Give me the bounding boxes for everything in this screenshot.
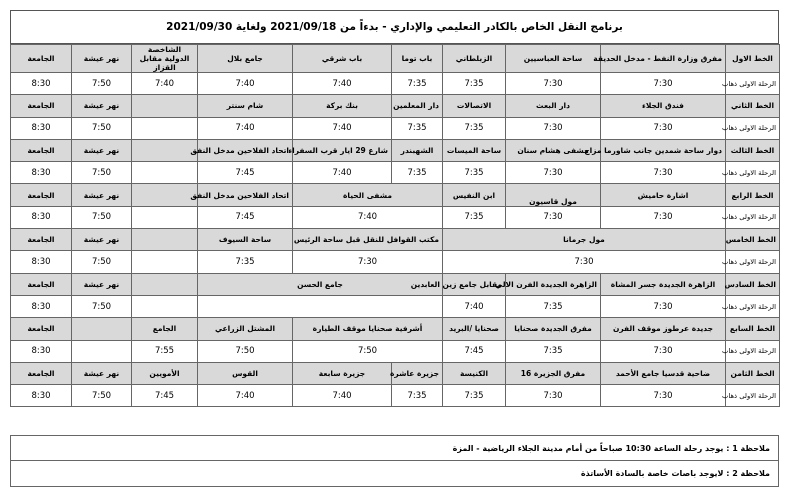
- trip-label: الرحلة الاولى ذهاب: [726, 295, 780, 317]
- stop: ضاحية قدسيا جامع الأحمد: [601, 362, 726, 384]
- stop: الزبلطاني: [443, 45, 506, 73]
- stop: [132, 95, 198, 117]
- time-row-3: [11, 162, 780, 184]
- time: 7:30: [601, 73, 726, 95]
- stop: الجامعة: [11, 95, 72, 117]
- route-row-2: [11, 95, 780, 117]
- stop: الشهبندر: [392, 139, 443, 161]
- time: 7:35: [443, 162, 506, 184]
- stop: مفرق وزارة النفط - مدخل الحديقة: [601, 45, 726, 73]
- time: 7:30: [601, 117, 726, 139]
- time: 7:50: [72, 206, 132, 228]
- line-name: الخط الثاني: [726, 95, 780, 117]
- line-name: الخط السادس: [726, 273, 780, 295]
- stop: نهر عيشة: [72, 139, 132, 161]
- note-2: ملاحظة 2 : لايوجد باصات خاصة بالسادة الأساتذة: [10, 461, 779, 487]
- stop: دار البعث: [506, 95, 601, 117]
- time: 7:30: [601, 340, 726, 362]
- time: [132, 117, 198, 139]
- line-name: الخط الخامس: [726, 229, 780, 251]
- time: 7:35: [392, 117, 443, 139]
- stop: ساحة السيوف: [198, 229, 293, 251]
- stop: الجامعة: [11, 229, 72, 251]
- time: 7:40: [293, 206, 443, 228]
- time-row-7: [11, 340, 780, 362]
- line-name: الخط الاول: [726, 45, 780, 73]
- time: [132, 295, 198, 317]
- line-name: الخط الرابع: [726, 184, 780, 206]
- stop: الزاهرة الجديدة الفرن الالي: [506, 273, 601, 295]
- stop: ساحة الميسات: [443, 139, 506, 161]
- time: 7:50: [293, 340, 443, 362]
- stop: نهر عيشة: [72, 362, 132, 384]
- stop: نهر عيشة: [72, 184, 132, 206]
- trip-label: الرحلة الاولى ذهاب: [726, 206, 780, 228]
- time: 7:40: [198, 385, 293, 407]
- stop: مفرق الجزيرة 16: [506, 362, 601, 384]
- stop: نهر عيشة: [72, 273, 132, 295]
- stop: جامع الحسن: [198, 273, 443, 295]
- route-row-8: [11, 362, 780, 384]
- time: 7:30: [506, 162, 601, 184]
- time-row-4: [11, 206, 780, 228]
- time: 7:45: [198, 206, 293, 228]
- time-row-1: [11, 73, 780, 95]
- stop: الجامعة: [11, 184, 72, 206]
- time: 7:30: [506, 385, 601, 407]
- time: 7:35: [392, 73, 443, 95]
- time: 7:35: [392, 162, 443, 184]
- stop: فندق الجلاء: [601, 95, 726, 117]
- schedule-title: برنامج النقل الخاص بالكادر التعليمي والإداري - بدءاً من 2021/09/18 ولغاية 2021/09/30: [10, 10, 779, 44]
- stop: [132, 139, 198, 161]
- stop: شارع 29 ايار قرب السفراء: [293, 139, 392, 161]
- stop: جديدة عرطوز موقف الفرن: [601, 318, 726, 340]
- trip-label: الرحلة الاولى ذهاب: [726, 251, 780, 273]
- stop: نهر عيشة: [72, 229, 132, 251]
- time: 7:50: [72, 385, 132, 407]
- stop: مول جرمانا: [443, 229, 726, 251]
- stop: دار المعلمين: [392, 95, 443, 117]
- stop: ابن النفيس: [443, 184, 506, 206]
- time: 7:40: [198, 73, 293, 95]
- route-row-7: [11, 318, 780, 340]
- time: 7:30: [506, 206, 601, 228]
- time: 7:40: [293, 385, 392, 407]
- stop: جزيرة عاشرة: [392, 362, 443, 384]
- time: 8:30: [11, 251, 72, 273]
- schedule-table: [10, 44, 780, 407]
- trip-label: الرحلة الاولى ذهاب: [726, 385, 780, 407]
- time: 7:30: [601, 385, 726, 407]
- time: 7:40: [443, 295, 506, 317]
- time: 7:30: [506, 73, 601, 95]
- time: 7:35: [443, 206, 506, 228]
- time: 7:50: [72, 73, 132, 95]
- time: 8:30: [11, 73, 72, 95]
- time: 7:55: [132, 340, 198, 362]
- time: 7:50: [72, 295, 132, 317]
- route-row-6: [11, 273, 780, 295]
- stop: جزيرة سابعة: [293, 362, 392, 384]
- stop: الجامعة: [11, 318, 72, 340]
- time: [198, 295, 443, 317]
- time: 7:50: [72, 251, 132, 273]
- time: 7:35: [392, 385, 443, 407]
- time: 8:30: [11, 162, 72, 184]
- time: 7:40: [293, 162, 392, 184]
- time: 7:50: [72, 162, 132, 184]
- time: 7:35: [506, 295, 601, 317]
- stop: صحنايا /البريد: [443, 318, 506, 340]
- stop: بنك بركة: [293, 95, 392, 117]
- time-row-5: [11, 251, 780, 273]
- line-name: الخط السابع: [726, 318, 780, 340]
- time: 7:35: [198, 251, 293, 273]
- stop: الاتصالات: [443, 95, 506, 117]
- stop: [132, 229, 198, 251]
- time: 7:35: [443, 73, 506, 95]
- time: 7:35: [443, 385, 506, 407]
- stop: [132, 184, 198, 206]
- time-row-2: [11, 117, 780, 139]
- stop: القوس: [198, 362, 293, 384]
- time: 7:45: [443, 340, 506, 362]
- route-row-5: [11, 229, 780, 251]
- stop: [132, 273, 198, 295]
- time: 7:30: [601, 295, 726, 317]
- line-name: الخط الثامن: [726, 362, 780, 384]
- time: 7:45: [198, 162, 293, 184]
- time: 8:30: [11, 206, 72, 228]
- stop: الأمويين: [132, 362, 198, 384]
- time: 7:40: [198, 117, 293, 139]
- time: 7:45: [132, 385, 198, 407]
- trip-label: الرحلة الاولى ذهاب: [726, 117, 780, 139]
- time: 7:30: [601, 206, 726, 228]
- line-name: الخط الثالث: [726, 139, 780, 161]
- time: 7:30: [506, 117, 601, 139]
- time: 8:30: [11, 385, 72, 407]
- stop: الجامعة: [11, 139, 72, 161]
- stop: الجامعة: [11, 45, 72, 73]
- time: 7:40: [293, 117, 392, 139]
- stop: شام سنتر: [198, 95, 293, 117]
- stop: اشارة حاميش: [601, 184, 726, 206]
- time: [132, 251, 198, 273]
- stop: الزاهرة الجديدة جسر المشاة: [601, 273, 726, 295]
- stop: الجامعة: [11, 362, 72, 384]
- time: 8:30: [11, 117, 72, 139]
- time-row-8: [11, 385, 780, 407]
- route-row-4: [11, 184, 780, 206]
- stop: باب شرقي: [293, 45, 392, 73]
- time: 7:35: [443, 117, 506, 139]
- time-row-6: [11, 295, 780, 317]
- stop: مفرق الجديدة صحنايا: [506, 318, 601, 340]
- stop: الشاخصة الدولية مقابل القزاز: [132, 45, 198, 73]
- stop: الكنيسة: [443, 362, 506, 384]
- time: 7:30: [293, 251, 443, 273]
- time: [72, 340, 132, 362]
- stop: أشرفية صحنايا موقف الطيارة: [293, 318, 443, 340]
- trip-label: الرحلة الاولى ذهاب: [726, 73, 780, 95]
- route-row-1: [11, 45, 780, 73]
- time: [132, 162, 198, 184]
- trip-label: الرحلة الاولى ذهاب: [726, 162, 780, 184]
- stop: مول قاسيون: [506, 184, 601, 206]
- time: 7:35: [506, 340, 601, 362]
- route-row-3: [11, 139, 780, 161]
- trip-label: الرحلة الاولى ذهاب: [726, 340, 780, 362]
- note-1: ملاحظة 1 : يوجد رحلة الساعة 10:30 صباحاً من أمام مدينة الجلاء الرياضية - المزة: [10, 435, 779, 461]
- time: 8:30: [11, 340, 72, 362]
- stop: الجامع: [132, 318, 198, 340]
- stop: مشفى الحياة: [293, 184, 443, 206]
- stop: اتحاد الفلاحين مدخل النفق: [198, 139, 293, 161]
- stop: اتحاد الفلاحين مدخل النفق: [198, 184, 293, 206]
- time: 7:40: [132, 73, 198, 95]
- time: 7:30: [601, 162, 726, 184]
- time: 7:50: [198, 340, 293, 362]
- stop: باب توما: [392, 45, 443, 73]
- stop: نهر عيشة: [72, 45, 132, 73]
- stop: الجامعة: [11, 273, 72, 295]
- time: 7:40: [293, 73, 392, 95]
- stop: ساحة العباسيين: [506, 45, 601, 73]
- stop: مشفى هشام سنان: [506, 139, 601, 161]
- time: 7:50: [72, 117, 132, 139]
- stop: نهر عيشة: [72, 95, 132, 117]
- time: 8:30: [11, 295, 72, 317]
- time: [132, 206, 198, 228]
- time: 7:30: [443, 251, 726, 273]
- stop: دوار ساحة شمدين جانب شاورما مزاج: [601, 139, 726, 161]
- stop: مقابل جامع زين العابدين: [443, 273, 506, 295]
- stop: مكتب القوافل للنقل قبل ساحة الرئيس: [293, 229, 443, 251]
- stop: [72, 318, 132, 340]
- stop: المشتل الزراعي: [198, 318, 293, 340]
- stop: جامع بلال: [198, 45, 293, 73]
